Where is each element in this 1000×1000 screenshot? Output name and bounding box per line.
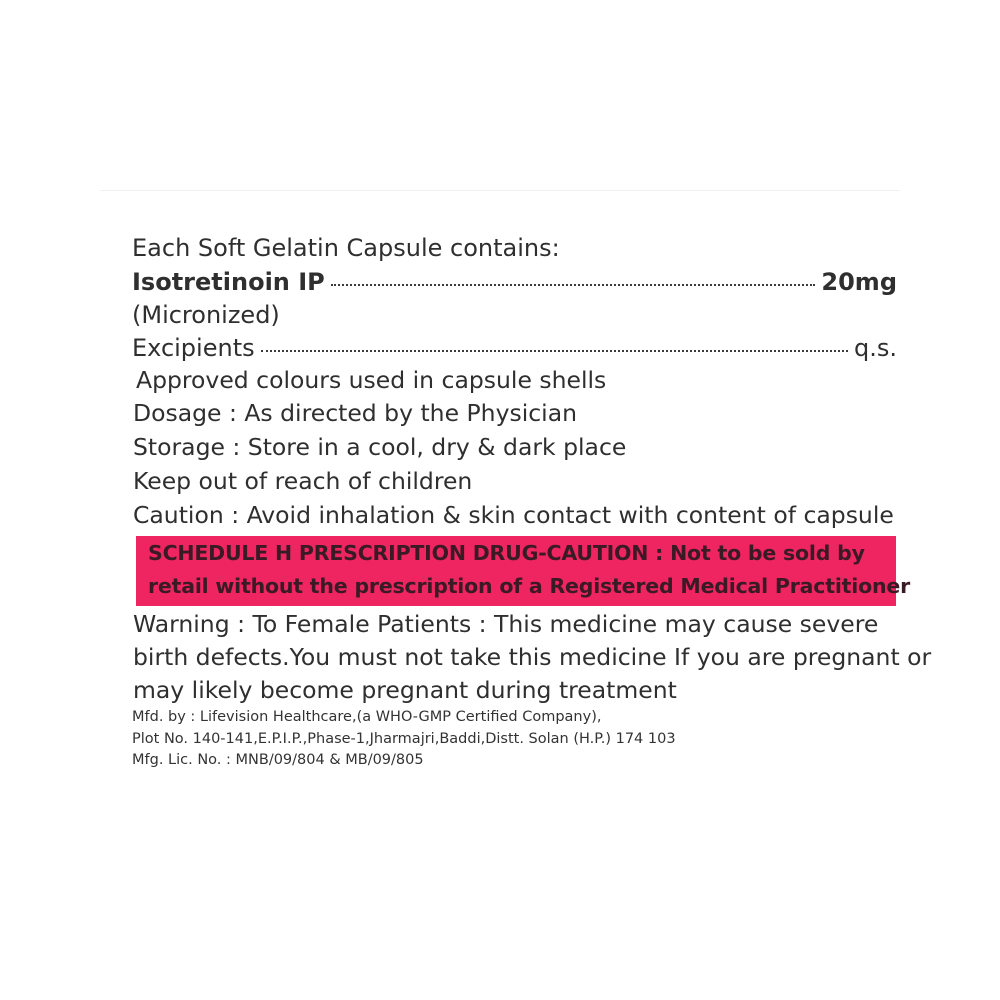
warning-line-1: Warning : To Female Patients : This medicine may cause severe bbox=[133, 610, 879, 638]
dotted-leader bbox=[331, 284, 816, 286]
info-line-storage: Storage : Store in a cool, dry & dark place bbox=[133, 433, 627, 461]
composition-heading: Each Soft Gelatin Capsule contains: bbox=[132, 234, 560, 262]
excipients-row bbox=[132, 336, 897, 360]
active-ingredient-note: (Micronized) bbox=[132, 301, 280, 329]
manufacturer-line-1: Mfd. by : Lifevision Healthcare,(a WHO-GMP Certified Company), bbox=[132, 709, 602, 725]
info-line-colours: Approved colours used in capsule shells bbox=[136, 366, 607, 394]
active-ingredient-row bbox=[132, 270, 897, 294]
info-line-children: Keep out of reach of children bbox=[133, 467, 473, 495]
manufacturer-address: Plot No. 140-141,E.P.I.P.,Phase-1,Jharmajri,Baddi,Distt. Solan (H.P.) 174 103 bbox=[132, 731, 676, 747]
info-line-dosage: Dosage : As directed by the Physician bbox=[133, 399, 577, 427]
schedule-h-line-2: retail without the prescription of a Registered Medical Practitioner bbox=[148, 574, 910, 598]
top-divider bbox=[100, 190, 900, 191]
excipients-amount: q.s. bbox=[854, 334, 897, 362]
warning-line-2: birth defects.You must not take this medicine If you are pregnant or bbox=[133, 643, 932, 671]
info-line-caution: Caution : Avoid inhalation & skin contact with content of capsule bbox=[133, 501, 894, 529]
manufacturing-licence: Mfg. Lic. No. : MNB/09/804 & MB/09/805 bbox=[132, 752, 424, 768]
warning-line-3: may likely become pregnant during treatment bbox=[133, 676, 677, 704]
active-ingredient-amount: 20mg bbox=[821, 268, 897, 296]
active-ingredient-name: Isotretinoin IP bbox=[132, 268, 325, 296]
dotted-leader bbox=[261, 350, 848, 352]
schedule-h-line-1: SCHEDULE H PRESCRIPTION DRUG-CAUTION : Not to be sold by bbox=[148, 541, 865, 565]
excipients-name: Excipients bbox=[132, 334, 255, 362]
